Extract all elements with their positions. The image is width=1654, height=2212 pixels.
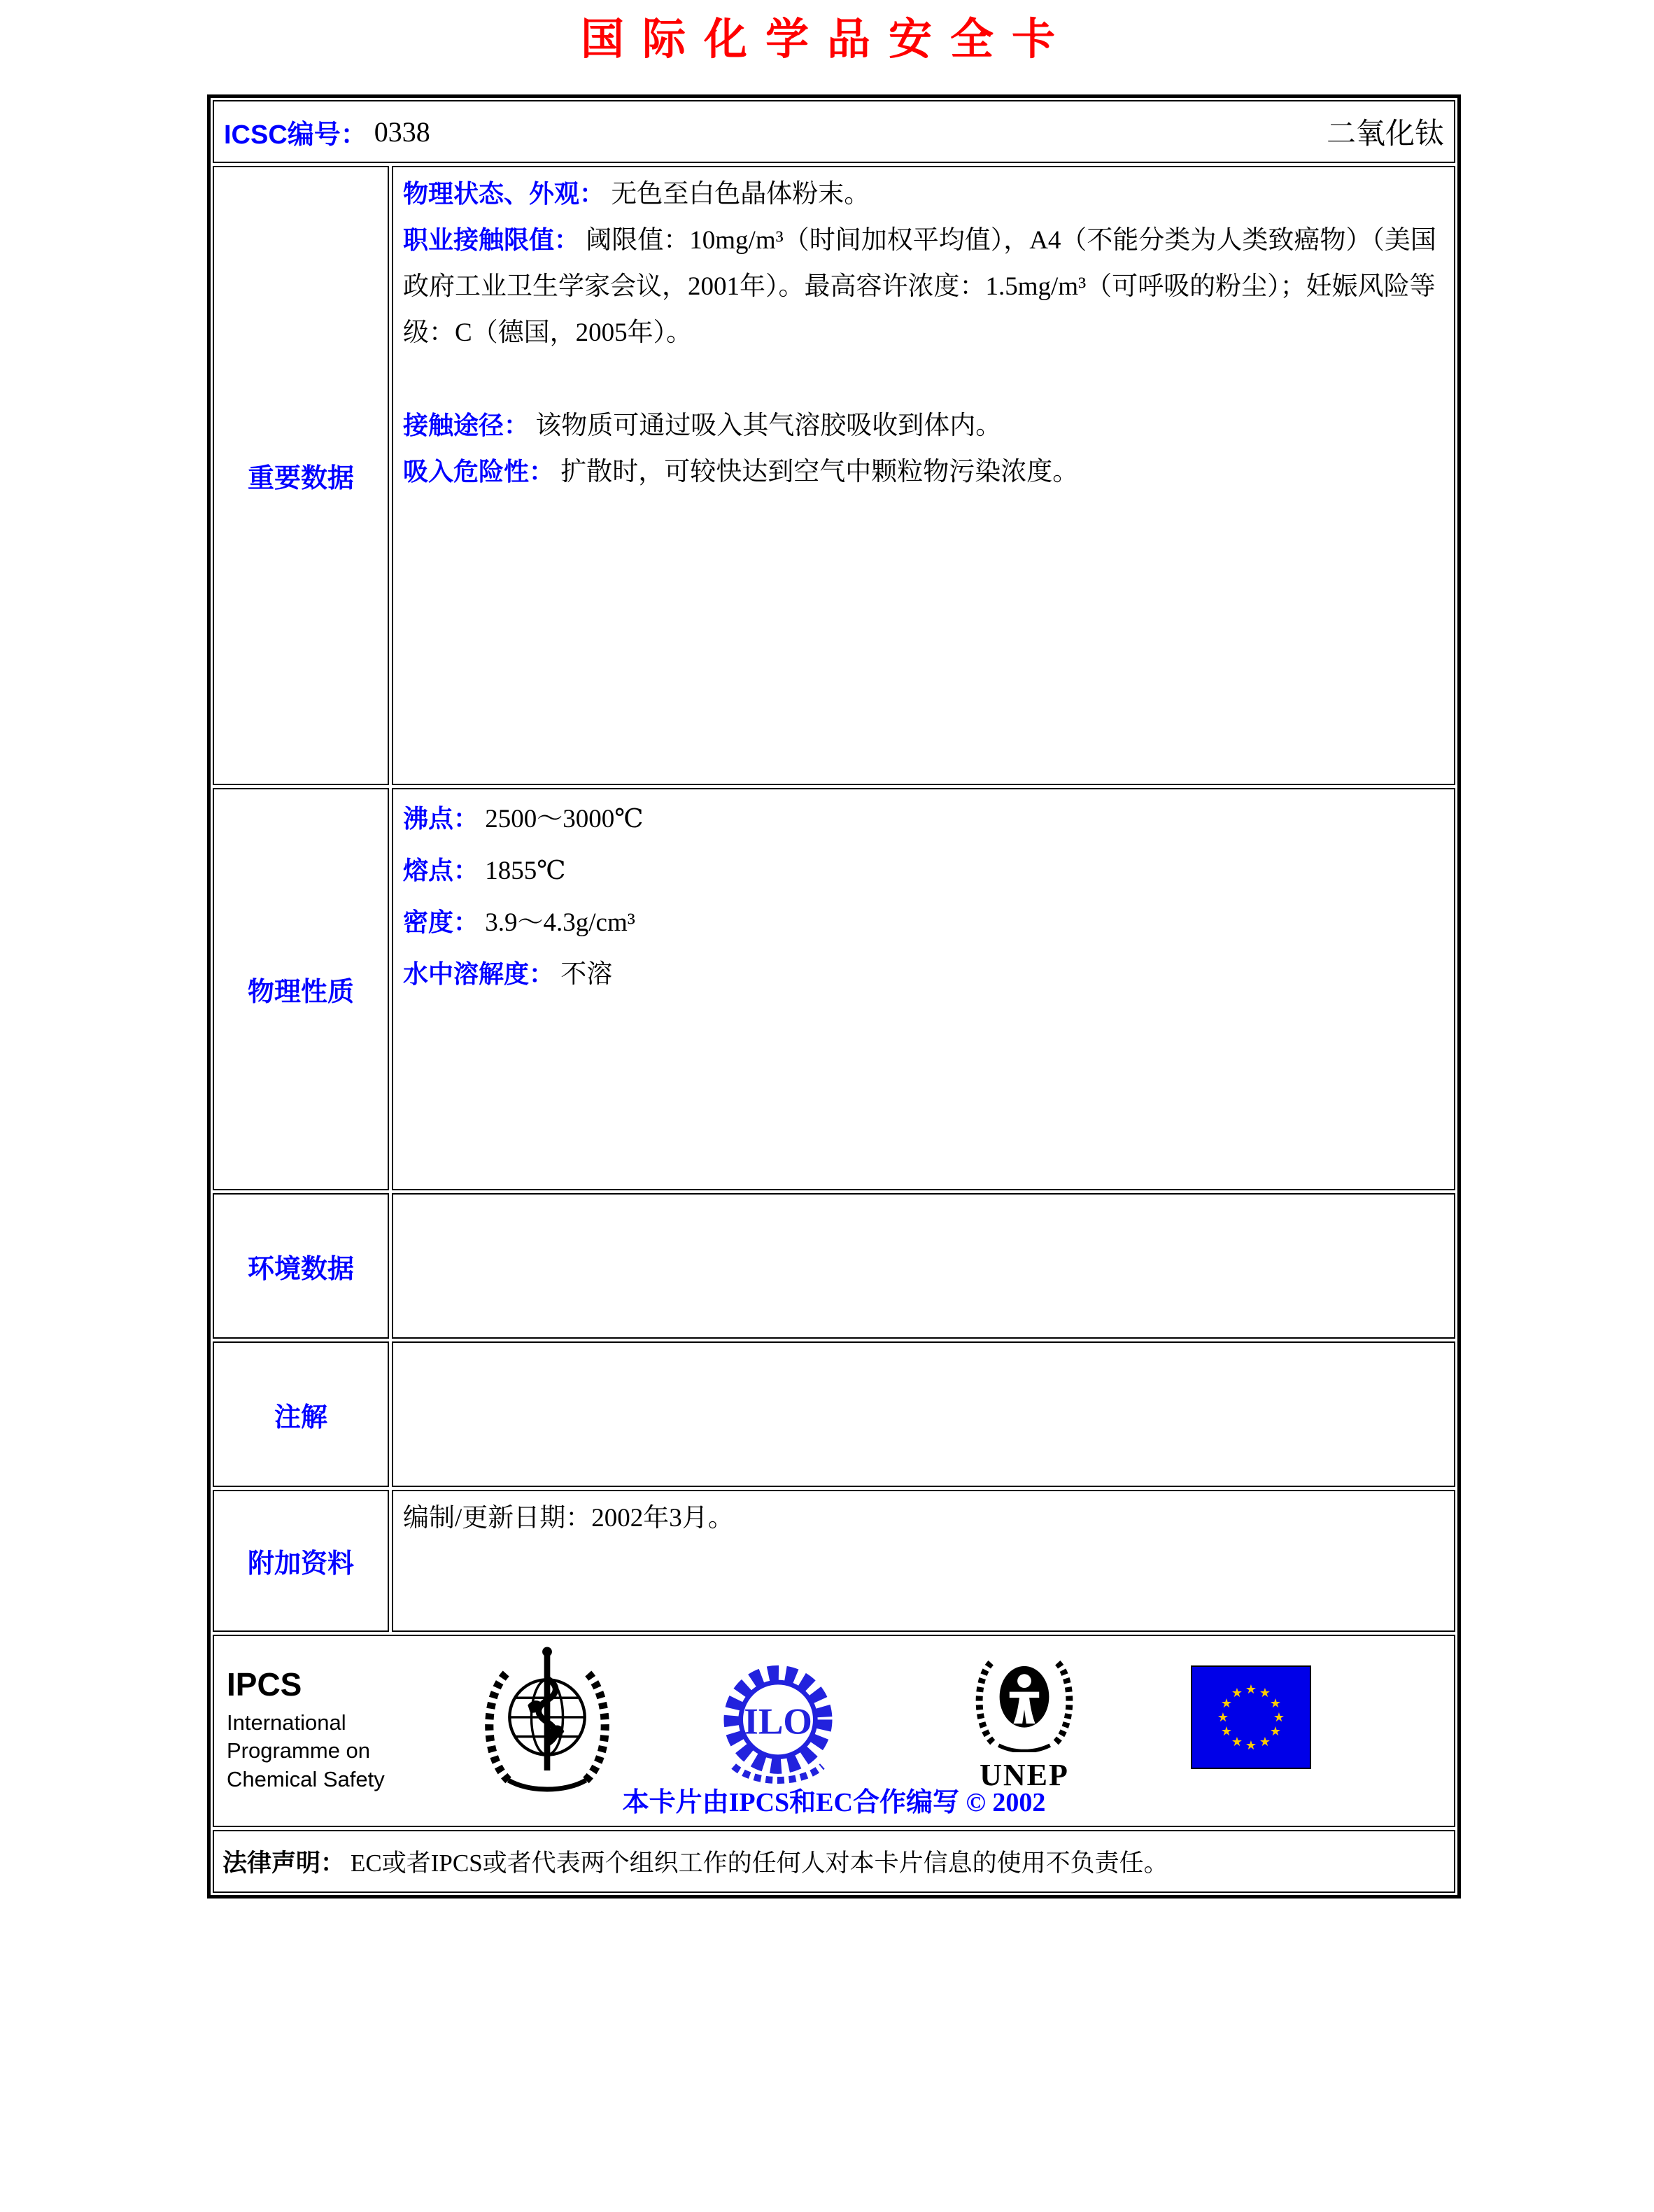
svg-text:★: ★	[1269, 1696, 1282, 1711]
legal-label: 法律声明：	[222, 1850, 346, 1877]
section-physical-properties	[213, 788, 1455, 1190]
icsc-number-label: ICSC编号：	[224, 120, 367, 150]
additional-info-label: 附加资料	[247, 1549, 354, 1579]
environmental-data-content	[392, 1193, 1455, 1339]
unep-emblem-icon	[965, 1647, 1084, 1752]
footer-cell	[213, 1635, 1455, 1827]
section-notes	[213, 1341, 1455, 1487]
svg-text:★: ★	[1231, 1686, 1243, 1700]
svg-text:★: ★	[1220, 1696, 1233, 1711]
svg-text:★: ★	[1259, 1735, 1271, 1749]
field-boiling-point: 沸点： 2500～3000℃	[403, 804, 644, 833]
section-environmental-data	[213, 1193, 1455, 1339]
svg-text:★: ★	[1245, 1682, 1257, 1697]
additional-info-content	[392, 1490, 1455, 1632]
important-data-label: 重要数据	[247, 464, 354, 493]
section-important-data	[213, 166, 1455, 785]
svg-text:★: ★	[1259, 1686, 1271, 1700]
legal-cell	[213, 1830, 1455, 1893]
svg-text:★: ★	[1217, 1710, 1229, 1725]
svg-text:★: ★	[1231, 1735, 1243, 1749]
unep-block	[961, 1647, 1087, 1793]
field-physical-state: 物理状态、外观： 无色至白色晶体粉末。	[403, 179, 870, 209]
environmental-data-label-cell	[213, 1193, 389, 1339]
icsc-number-group	[224, 113, 430, 151]
copyright-text: © 2002	[966, 1788, 1046, 1817]
field-melting-point: 熔点： 1855℃	[403, 856, 566, 885]
ilo-emblem-icon	[708, 1654, 848, 1794]
ipcs-acronym: IPCS	[227, 1666, 302, 1703]
header-row	[213, 100, 1455, 163]
field-exposure-routes: 接触途径： 该物质可通过吸入其气溶胶吸收到体内。	[403, 411, 1002, 441]
notes-content	[392, 1341, 1455, 1487]
physical-properties-content	[392, 788, 1455, 1190]
chemical-name: 二氧化钛	[1326, 118, 1444, 150]
notes-label-cell	[213, 1341, 389, 1487]
credit-line	[214, 1780, 1454, 1819]
notes-label: 注解	[274, 1402, 327, 1432]
field-density: 密度： 3.9～4.3g/cm³	[403, 908, 635, 937]
svg-text:★: ★	[1220, 1724, 1233, 1739]
who-emblem-icon	[474, 1644, 620, 1798]
field-update-date: 编制/更新日期：2002年3月。	[403, 1504, 734, 1533]
field-inhalation-risk: 吸入危险性： 扩散时，可较快达到空气中颗粒物污染浓度。	[403, 457, 1079, 487]
safety-card-table	[207, 94, 1461, 1898]
environmental-data-label: 环境数据	[247, 1254, 354, 1284]
header-cell	[213, 100, 1455, 163]
svg-text:★: ★	[1273, 1710, 1285, 1725]
field-occupational-limits: 职业接触限值： 阈限值：10mg/m³（时间加权平均值），A4（不能分类为人类致癌物）（美国政府工业卫生学家会议，2001年）。最高容许浓度：1.5mg/m³（可呼吸的粉尘）；妊娠风险等级：C（德国，2005年）。	[403, 225, 1436, 347]
physical-properties-label: 物理性质	[247, 978, 354, 1007]
svg-text:★: ★	[1245, 1738, 1257, 1753]
section-additional-info	[213, 1490, 1455, 1632]
credit-text: 本卡片由IPCS和EC合作编写	[622, 1788, 959, 1817]
physical-properties-label-cell	[213, 788, 389, 1190]
page-title: 国际化学品安全卡	[580, 15, 1073, 64]
field-water-solubility: 水中溶解度： 不溶	[403, 959, 613, 989]
eu-flag-icon	[1191, 1665, 1311, 1769]
additional-info-label-cell	[213, 1490, 389, 1632]
unep-caption: UNEP	[980, 1758, 1069, 1792]
legal-text: EC或者IPCS或者代表两个组织工作的任何人对本卡片信息的使用不负责任。	[351, 1850, 1168, 1877]
ipcs-text-block: IPCS International Programme on Chemical Safety	[227, 1665, 437, 1794]
svg-text:★: ★	[1269, 1724, 1282, 1739]
icsc-number-value: 0338	[374, 115, 430, 148]
important-data-content	[392, 166, 1455, 785]
important-data-label-cell	[213, 166, 389, 785]
footer-row	[213, 1635, 1455, 1827]
legal-row	[213, 1830, 1455, 1893]
svg-text:ILO: ILO	[744, 1700, 812, 1742]
